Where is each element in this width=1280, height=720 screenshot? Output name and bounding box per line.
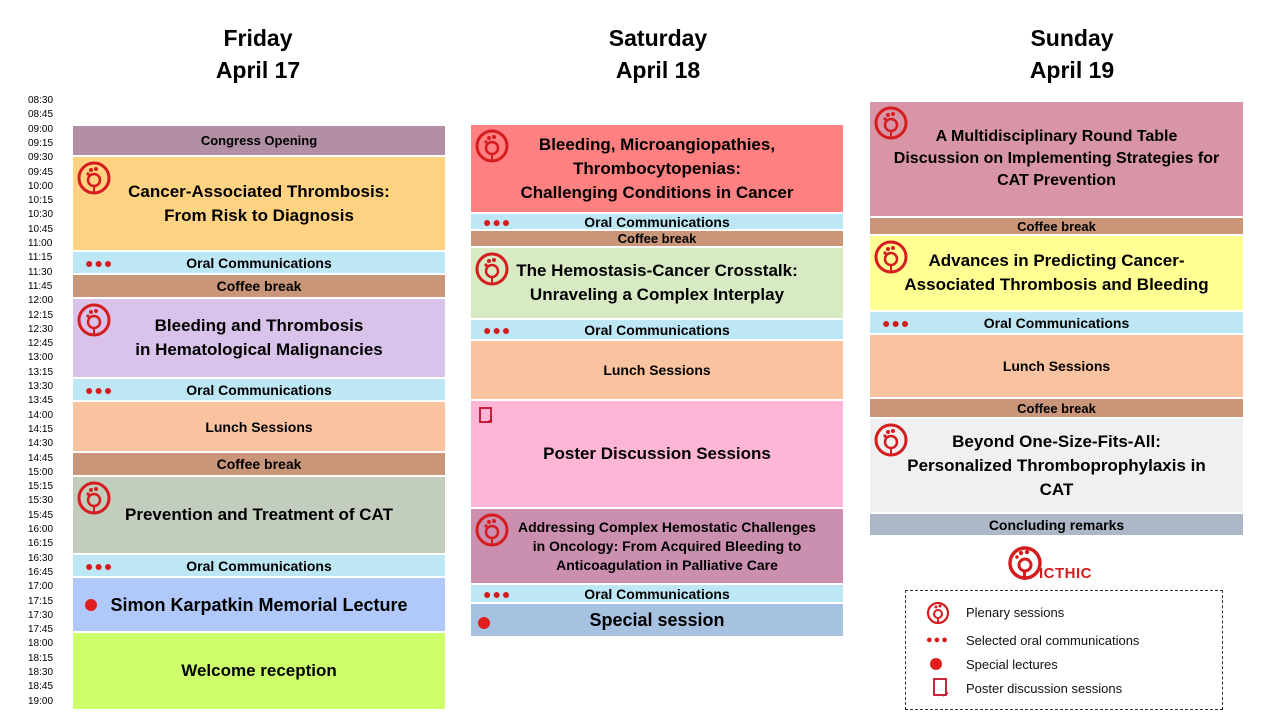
concluding-remarks-block xyxy=(869,513,1244,536)
block-title-line: Addressing Complex Hemostatic Challenges xyxy=(518,518,816,535)
block-title-line: Cancer-Associated Thrombosis: xyxy=(128,181,390,201)
block-title-line: in Hematological Malignancies xyxy=(135,340,383,359)
oral-dots-icon: ●●● xyxy=(85,254,114,271)
time-label: 16:00 xyxy=(28,524,54,535)
coffee-break-block xyxy=(869,398,1244,418)
time-label: 15:00 xyxy=(28,466,54,478)
time-label: 12:30 xyxy=(28,323,54,335)
icthic-logo-text: ICTHIC xyxy=(1039,565,1092,582)
legend-item-plenary xyxy=(906,601,1222,625)
time-label: 18:30 xyxy=(28,667,54,678)
block-title-line: Associated Thrombosis and Bleeding xyxy=(904,275,1209,294)
time-label: 13:30 xyxy=(28,381,54,392)
lunch-sessions-block xyxy=(470,340,844,400)
block-title-line: The Hemostasis-Cancer Crosstalk: xyxy=(516,261,798,280)
oral-dots-icon: ●●● xyxy=(483,321,512,338)
legend-item-special xyxy=(906,653,1222,677)
day-header-saturday xyxy=(548,22,768,86)
block-label: Welcome reception xyxy=(181,661,337,680)
time-label: 17:45 xyxy=(28,624,54,636)
lunch-sessions-block xyxy=(869,334,1244,398)
time-label: 10:15 xyxy=(28,195,54,207)
block-title-line: Challenging Conditions in Cancer xyxy=(520,182,794,202)
legend xyxy=(905,590,1223,710)
time-label: 13:45 xyxy=(28,395,54,407)
day-date: April 17 xyxy=(215,57,301,83)
special-lecture-karpatkin-block xyxy=(72,577,446,632)
plenary-prevention-block xyxy=(72,476,446,554)
time-label: 14:15 xyxy=(28,423,54,435)
block-title-line: CAT xyxy=(1039,479,1074,499)
block-label: Lunch Sessions xyxy=(205,418,313,435)
time-label: 17:00 xyxy=(28,581,54,593)
poster-icon xyxy=(479,407,493,424)
special-lecture-dot-icon xyxy=(478,617,490,629)
poster-discussion-block xyxy=(470,400,844,508)
block-label: Lunch Sessions xyxy=(1002,358,1111,374)
block-label: Oral Communications xyxy=(584,213,730,230)
time-label: 09:15 xyxy=(28,137,54,149)
time-label: 15:45 xyxy=(28,509,54,521)
time-label: 17:15 xyxy=(28,595,54,607)
congress-opening-block xyxy=(72,125,446,156)
block-label: Poster Discussion Sessions xyxy=(543,444,771,463)
block-title-line: Beyond One-Size-Fits-All: xyxy=(952,431,1161,451)
block-label: Coffee break xyxy=(1017,218,1096,234)
block-title-line: CAT Prevention xyxy=(997,172,1116,189)
time-label: 12:45 xyxy=(28,338,54,350)
time-label: 14:45 xyxy=(28,452,54,464)
time-label: 08:45 xyxy=(28,109,54,121)
plenary-logo-icon xyxy=(475,252,509,286)
oral-communications-block xyxy=(470,584,844,603)
block-title-line: in Oncology: From Acquired Bleeding to xyxy=(532,537,802,554)
block-title-line: Unraveling a Complex Interplay xyxy=(529,285,785,304)
block-label: Lunch Sessions xyxy=(603,362,711,378)
time-label: 15:30 xyxy=(28,495,54,507)
time-label: 18:15 xyxy=(28,652,54,664)
oral-communications-block xyxy=(72,378,446,401)
oral-communications-block xyxy=(72,251,446,274)
day-weekday: Saturday xyxy=(608,25,708,51)
block-label: Oral Communications xyxy=(186,381,332,398)
oral-dots-icon: ●●● xyxy=(85,557,114,574)
plenary-logo-icon xyxy=(874,240,908,274)
legend-item-oral xyxy=(906,629,1222,653)
time-label: 11:00 xyxy=(28,238,53,249)
plenary-crosstalk-block xyxy=(470,247,844,319)
special-session-block xyxy=(470,603,844,637)
time-label: 16:45 xyxy=(28,566,54,578)
block-label: Oral Communications xyxy=(983,314,1130,331)
coffee-break-block xyxy=(869,217,1244,235)
block-label: Coffee break xyxy=(216,278,302,294)
plenary-logo-icon xyxy=(77,481,111,515)
time-label: 12:15 xyxy=(28,309,54,321)
block-title-line: Bleeding and Thrombosis xyxy=(154,316,364,335)
legend-item-poster xyxy=(906,677,1222,701)
day-header-sunday xyxy=(962,22,1182,86)
time-label: 14:30 xyxy=(28,438,54,450)
legend-label: Poster discussion sessions xyxy=(966,681,1123,696)
time-label: 09:00 xyxy=(28,123,54,135)
plenary-advances-block xyxy=(869,235,1244,311)
block-label: Oral Communications xyxy=(186,254,332,271)
block-title-line: Advances in Predicting Cancer- xyxy=(928,251,1185,270)
plenary-logo-icon xyxy=(926,601,956,625)
coffee-break-block xyxy=(72,274,446,298)
lunch-sessions-block xyxy=(72,401,446,452)
block-label: Special session xyxy=(589,610,725,630)
time-label: 13:00 xyxy=(28,352,54,364)
time-label: 16:15 xyxy=(28,538,54,550)
block-label: Oral Communications xyxy=(584,321,730,338)
day-weekday: Friday xyxy=(223,25,293,51)
legend-label: Special lectures xyxy=(966,657,1058,672)
plenary-logo-icon xyxy=(77,303,111,337)
oral-dots-icon: ●●● xyxy=(483,213,512,230)
plenary-heme-malignancies-block xyxy=(72,298,446,378)
plenary-logo-icon xyxy=(874,106,908,140)
oral-dots-icon: ●●● xyxy=(926,634,949,646)
oral-dots-icon: ●●● xyxy=(483,585,512,602)
time-label: 08:30 xyxy=(28,95,54,106)
time-label: 11:30 xyxy=(28,266,53,278)
day-date: April 19 xyxy=(1029,57,1115,83)
oral-communications-block xyxy=(470,319,844,340)
time-label: 17:30 xyxy=(28,609,54,621)
day-date: April 18 xyxy=(615,57,701,83)
poster-icon xyxy=(926,677,956,701)
coffee-break-block xyxy=(72,452,446,476)
day-weekday: Sunday xyxy=(1030,25,1114,51)
welcome-reception-block xyxy=(72,632,446,710)
oral-communications-block xyxy=(72,554,446,577)
oral-communications-block xyxy=(869,311,1244,334)
legend-label: Plenary sessions xyxy=(966,605,1065,620)
block-title-line: Bleeding, Microangiopathies, xyxy=(538,134,776,154)
plenary-logo-icon xyxy=(77,161,111,195)
special-lecture-dot-icon xyxy=(85,599,97,611)
time-label: 10:45 xyxy=(28,223,54,235)
block-title-line: Personalized Thromboprophylaxis in xyxy=(907,455,1206,475)
plenary-logo-icon xyxy=(475,513,509,547)
coffee-break-block xyxy=(470,230,844,247)
block-title-line: Discussion on Implementing Strategies for xyxy=(893,150,1220,167)
block-label: Prevention and Treatment of CAT xyxy=(125,505,393,524)
time-label: 12:00 xyxy=(28,295,54,307)
oral-dots-icon: ●●● xyxy=(882,314,911,331)
time-label: 10:30 xyxy=(28,209,54,221)
block-label: Coffee break xyxy=(1017,400,1096,416)
block-title-line: From Risk to Diagnosis xyxy=(164,205,354,225)
time-label: 18:00 xyxy=(28,638,54,650)
legend-label: Selected oral communications xyxy=(966,633,1140,648)
time-label: 18:45 xyxy=(28,681,54,693)
plenary-logo-icon xyxy=(475,129,509,163)
oral-dots-icon: ●●● xyxy=(85,381,114,398)
block-label: Coffee break xyxy=(216,456,302,472)
plenary-logo-icon xyxy=(874,423,908,457)
block-title-line: A Multidisciplinary Round Table xyxy=(935,128,1178,145)
time-label: 13:15 xyxy=(28,366,54,378)
time-label: 09:30 xyxy=(28,152,54,164)
plenary-bleeding-block xyxy=(470,124,844,213)
time-label: 19:00 xyxy=(28,695,54,707)
time-label: 10:00 xyxy=(28,180,54,192)
time-label: 14:00 xyxy=(28,409,54,421)
block-label: Oral Communications xyxy=(186,557,332,574)
block-label: Coffee break xyxy=(617,231,697,246)
day-header-friday xyxy=(148,22,368,86)
time-label: 16:30 xyxy=(28,552,54,564)
time-label: 09:45 xyxy=(28,166,54,178)
block-label: Oral Communications xyxy=(584,585,730,602)
block-label: Simon Karpatkin Memorial Lecture xyxy=(110,594,408,615)
time-label: 15:15 xyxy=(28,481,54,493)
plenary-round-table-block xyxy=(869,101,1244,217)
oral-communications-block xyxy=(470,213,844,230)
block-title-line: Thrombocytopenias: xyxy=(572,158,742,178)
special-lecture-dot-icon xyxy=(930,658,942,670)
block-label: Concluding remarks xyxy=(988,516,1125,533)
plenary-complex-challenges-block xyxy=(470,508,844,584)
block-label: Congress Opening xyxy=(200,133,318,148)
block-title-line: Anticoagulation in Palliative Care xyxy=(556,556,778,573)
time-label: 11:15 xyxy=(28,252,53,264)
plenary-cat-risk-block xyxy=(72,156,446,251)
plenary-beyond-block xyxy=(869,418,1244,513)
time-label: 11:45 xyxy=(28,280,53,292)
